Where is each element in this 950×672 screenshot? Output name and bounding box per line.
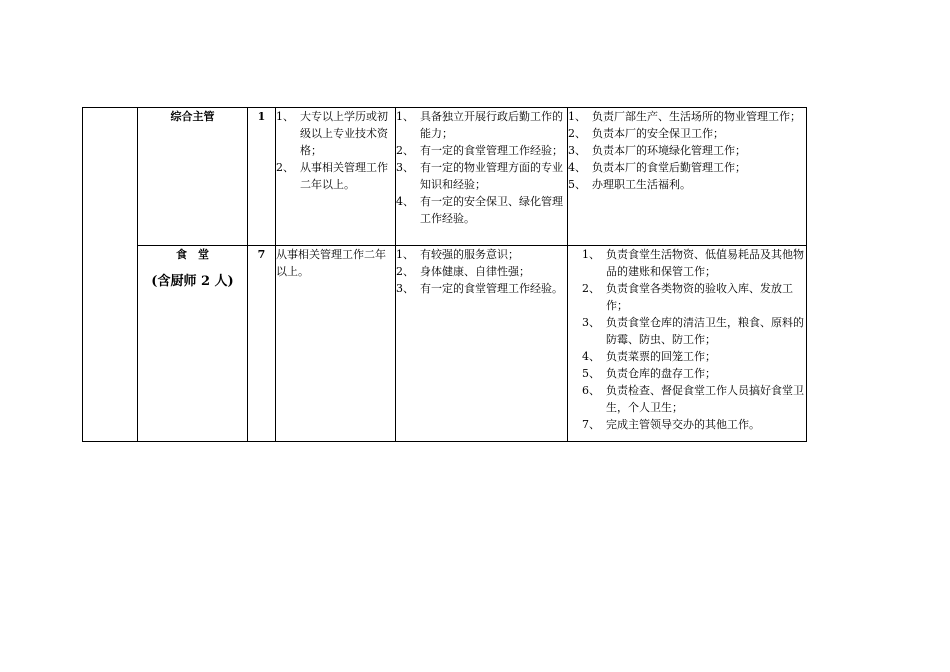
list-item: 6、 负责检查、督促食堂工作人员搞好食堂卫生，个人卫生； — [582, 384, 804, 414]
list-item: 1、 有较强的服务意识； — [396, 248, 519, 261]
list-item: 3、 有一定的物业管理方面的专业知识和经验； — [396, 161, 563, 191]
list-item: 3、 负责食堂仓库的清洁卫生，粮食、原料的防霉、防虫、防工作； — [582, 316, 804, 346]
table-row — [83, 246, 807, 442]
position-title: 食 堂 — [176, 248, 209, 261]
list-item: 2、 从事相关管理工作二年以上。 — [276, 161, 388, 191]
position-subtitle: (含厨师 2 人) — [151, 274, 234, 289]
list-item: 5、 办理职工生活福利。 — [568, 178, 691, 191]
list-item: 2、 身体健康、自律性强； — [396, 265, 530, 278]
position-title-cell — [138, 108, 248, 246]
list-item: 4、 负责菜票的回笼工作； — [582, 350, 716, 363]
list-item: 4、 负责本厂的食堂后勤管理工作； — [568, 161, 746, 174]
list-item: 3、 负责本厂的环境绿化管理工作； — [568, 144, 746, 157]
duties-cell — [568, 246, 807, 442]
list-item: 1、 负责厂部生产、生活场所的物业管理工作； — [568, 110, 801, 123]
list-item: 2、 有一定的食堂管理工作经验； — [396, 144, 563, 157]
headcount-cell — [248, 246, 276, 442]
skill-requirements-cell — [396, 246, 568, 442]
job-description-table — [82, 107, 807, 442]
list-item: 4、 有一定的安全保卫、绿化管理工作经验。 — [396, 195, 563, 225]
list-item: 2、 负责本厂的安全保卫工作； — [568, 127, 724, 140]
list-item: 2、 负责食堂各类物资的验收入库、发放工作； — [582, 282, 793, 312]
headcount: 7 — [257, 248, 266, 261]
position-title-cell — [138, 246, 248, 442]
skill-requirements-cell — [396, 108, 568, 246]
list-item: 1、 负责食堂生活物资、低值易耗品及其他物品的建账和保管工作； — [582, 248, 804, 278]
department-cell — [83, 108, 138, 442]
position-title: 综合主管 — [170, 110, 215, 123]
list-item: 7、 完成主管领导交办的其他工作。 — [582, 418, 760, 431]
education-requirements-cell — [276, 246, 396, 442]
list-item: 1、 具备独立开展行政后勤工作的能力； — [396, 110, 563, 140]
list-item: 5、 负责仓库的盘存工作； — [582, 367, 716, 380]
table-row — [83, 108, 807, 246]
headcount: 1 — [257, 110, 266, 123]
headcount-cell — [248, 108, 276, 246]
education-text: 从事相关管理工作二年以上。 — [276, 248, 386, 278]
list-item: 1、 大专以上学历或初级以上专业技术资格； — [276, 110, 388, 157]
list-item: 3、 有一定的食堂管理工作经验。 — [396, 282, 563, 295]
education-requirements-cell — [276, 108, 396, 246]
duties-cell — [568, 108, 807, 246]
